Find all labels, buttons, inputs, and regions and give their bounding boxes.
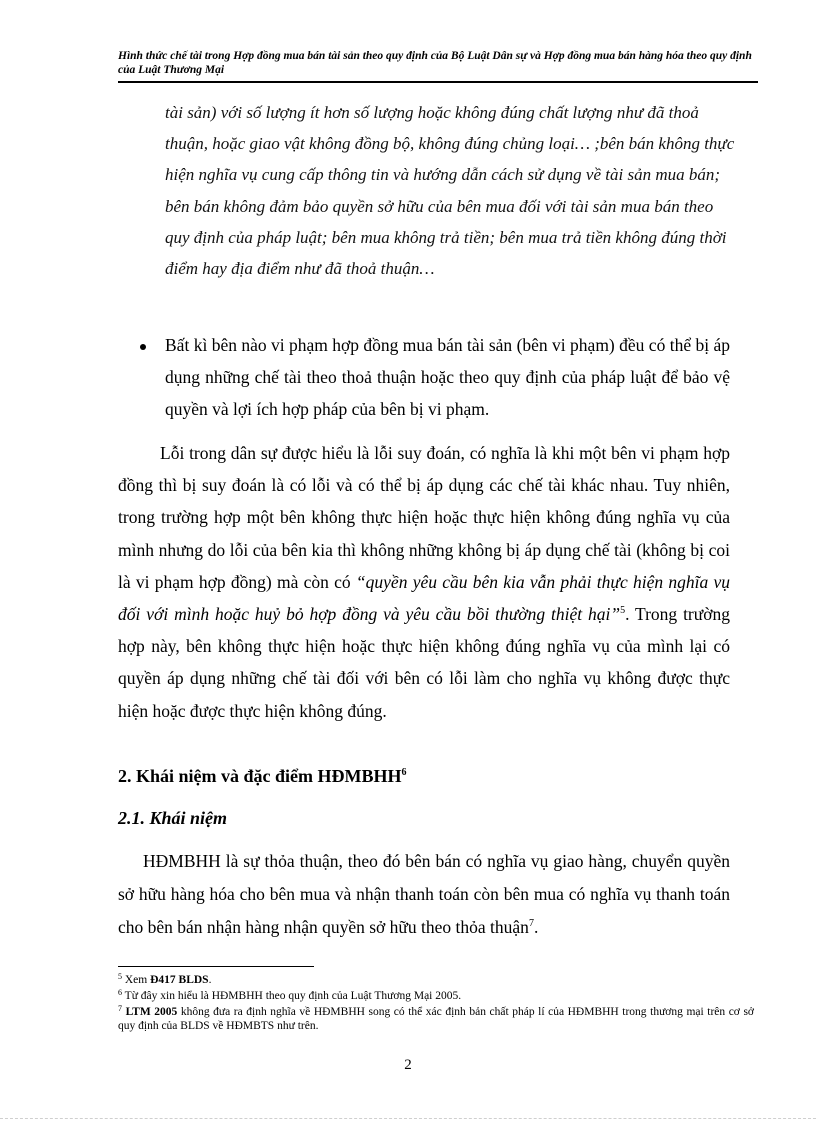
section-heading-2-text: 2. Khái niệm và đặc điểm HĐMBHH: [118, 766, 402, 786]
paragraph-fault-text-2: . Trong trường hợp này, bên không thực hiện hoặc thực hiện không đúng nghĩa vụ của mình lại có quyền áp dụng những chế tài đối với bên có lỗi làm cho nghĩa vụ không được thực hiện hoặc được thực hiện không đúng.: [118, 604, 731, 721]
footnote-text: .: [208, 974, 212, 986]
footnote-ref-7[interactable]: 7: [528, 918, 534, 929]
paragraph-definition-end: .: [533, 917, 539, 937]
footnote-7: [118, 1005, 754, 1033]
paragraph-definition-text: HĐMBHH là sự thỏa thuận, theo đó bên bán có nghĩa vụ giao hàng, chuyển quyền sở hữu hàng hóa cho bên mua và nhận thanh toán còn bên mua có nghĩa vụ thanh toán cho bên bán nhận hàng nhận quyền sở hữu theo thỏa thuận: [118, 851, 730, 937]
footnote-number: 7: [118, 1004, 122, 1013]
footnote-bold: LTM 2005: [125, 1006, 178, 1018]
section-heading-2: [118, 766, 407, 787]
header-title: Hình thức chế tài trong Hợp đồng mua bán tài sản theo quy định của Bộ Luật Dân sự và Hợp đồng mua bán hàng hóa theo quy định của Luật Thương Mại: [118, 50, 752, 76]
page-number: 2: [404, 1057, 412, 1073]
bullet-text: Bất kì bên nào vi phạm hợp đồng mua bán tài sản (bên vi phạm) đều có thể bị áp dụng những chế tài theo thoả thuận hoặc theo quy định của pháp luật để bảo vệ quyền và lợi ích hợp pháp của bên bị vi phạm.: [165, 335, 730, 419]
footnote-ref-5[interactable]: 5: [620, 605, 626, 617]
bullet-dot-icon: [140, 344, 146, 350]
footnote-6: [118, 989, 754, 1003]
footnote-bold: Đ417 BLDS: [150, 974, 209, 986]
paragraph-fault-quote: “quyền yêu cầu bên kia vẫn phải thực hiện nghĩa vụ đối với mình hoặc huỷ bỏ hợp đồng và yêu cầu bồi thường thiệt hại”: [118, 571, 731, 625]
footnote-text: Từ đây xin hiểu là HĐMBHH theo quy định của Luật Thương Mại 2005.: [124, 990, 462, 1002]
paragraph-definition: [118, 845, 730, 944]
footnote-5: [118, 973, 754, 987]
footnotes: [118, 973, 754, 1035]
paragraph-fault-text-1: Lỗi trong dân sự được hiểu là lỗi suy đoán, có nghĩa là khi một bên vi phạm hợp đồng thì bị suy đoán là có lỗi và có thể bị áp dụng các chế tài khác nhau. Tuy nhiên, trong trường hợp một bên không thực hiện hoặc thực hiện không đúng nghĩa vụ của mình nhưng do lỗi của bên kia thì không những không bị áp dụng chế tài (không bị coi là vi phạm hợp đồng) mà còn có: [118, 443, 730, 592]
footnote-lead: Xem: [124, 974, 151, 986]
page-edge-divider: [0, 1118, 816, 1119]
running-header: [118, 49, 758, 83]
footnote-ref-6[interactable]: 6: [401, 767, 407, 778]
section-heading-2-1: 2.1. Khái niệm: [118, 808, 228, 828]
footnote-number: 6: [118, 988, 122, 997]
footnote-separator: [118, 966, 314, 967]
italic-continuation-text: tài sản) với số lượng ít hơn số lượng hoặc không đúng chất lượng như đã thoả thuận, hoặc giao vật không đồng bộ, không đúng chủng loại… ;bên bán không thực hiện nghĩa vụ cung cấp thông tin và hướng dẫn cách sử dụng về tài sản mua bán; bên bán không đảm bảo quyền sở hữu của bên mua đối với tài sản mua bán theo quy định của pháp luật; bên mua không trả tiền; bên mua trả tiền không đúng thời điểm hay địa điểm như đã thoả thuận…: [165, 103, 735, 279]
footnote-number: 5: [118, 972, 122, 981]
paragraph-fault: [118, 437, 730, 727]
footnote-text: không đưa ra định nghĩa về HĐMBHH song có thể xác định bản chất pháp lí của HĐMBHH trong thương mại trên cơ sở quy định của BLDS về HĐMBTS như trên.: [118, 1006, 754, 1032]
